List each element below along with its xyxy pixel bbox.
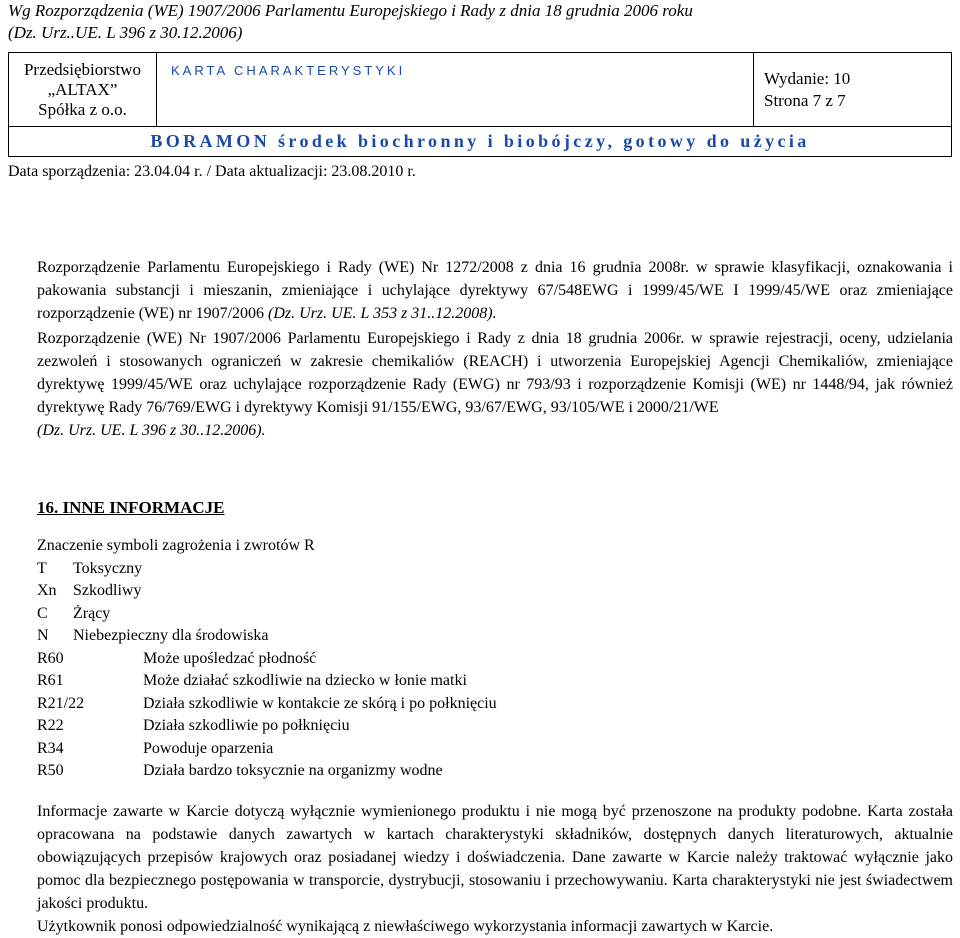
- r-phrase-row: [37, 648, 497, 671]
- r-phrase-code: R50: [37, 762, 64, 779]
- r-phrase-text: Może działać szkodliwie na dziecko w łonie matki: [143, 672, 467, 689]
- disclaimer-paragraph-1: Informacje zawarte w Karcie dotyczą wyłącznie wymienionego produktu i nie mogą być przenoszone na produkty podobne. Karta została opracowana na podstawie danych zawartych w kartach charakterystyki składników, dostępnych danych literaturowych, aktualnie obowiązujących przepisów krajowych oraz posiadanej wiedzy i doświadczenia. Dane zawarte w Karcie należy traktować wyłącznie jako pomoc dla bezpiecznego postępowania w transporcie, dystrybucji, stosowaniu i przechowywaniu. Karta charakterystyki nie jest świadectwem jakości produktu.: [37, 803, 953, 912]
- hazard-legend: [37, 535, 497, 783]
- product-name: BORAMON środek biochronny i biobójczy, gotowy do użycia: [9, 127, 952, 157]
- section-heading: 16. INNE INFORMACJE: [37, 498, 225, 517]
- company-line-3: Spółka z o.o.: [38, 99, 127, 119]
- regulation-text-2: Rozporządzenie (WE) Nr 1907/2006 Parlamentu Europejskiego i Rady z dnia 18 grudnia 2006r. w sprawie rejestracji, oceny, udzielania zezwoleń i stosowanych ograniczeń w zakresie chemikaliów (REACH) i utworzenia Europejskiej Agencji Chemikaliów, zmieniające dyrektywę 1999/45/WE oraz uchylające rozporządzenie Rady (EWG) nr 793/93 i rozporządzenie Komisji (WE) nr 1448/94, jak również dyrektywę Rady 76/769/EWG i dyrektywy Komisji 91/155/EWG, 93/67/EWG, 93/105/WE i 2000/21/WE: [37, 330, 953, 416]
- symbol-code: T: [37, 559, 47, 577]
- r-phrase-text: Działa szkodliwie po połknięciu: [143, 717, 350, 734]
- r-phrase-row: [37, 693, 497, 716]
- regulation-reference-1: (Dz. Urz. UE. L 353 z 31..12.2008).: [268, 305, 497, 322]
- r-phrase-list: [37, 648, 497, 783]
- symbol-text: Niebezpieczny dla środowiska: [73, 627, 269, 644]
- regulation-line-1: Wg Rozporządzenia (WE) 1907/2006 Parlamentu Europejskiego i Rady z dnia 18 grudnia 2006 roku: [8, 1, 693, 20]
- regulation-paragraph-2: [37, 327, 953, 442]
- r-phrase-text: Działa szkodliwie w kontakcie ze skórą i po połknięciu: [143, 694, 497, 712]
- r-phrase-row: [37, 738, 497, 761]
- regulation-reference-2: (Dz. Urz. UE. L 396 z 30..12.2006).: [37, 422, 266, 439]
- regulation-header: [8, 0, 693, 44]
- document-header-table: [8, 52, 952, 157]
- r-phrase-text: Może upośledzać płodność: [143, 649, 317, 667]
- r-phrase-row: [37, 670, 497, 693]
- legend-heading: Znaczenie symboli zagrożenia i zwrotów R: [37, 537, 315, 554]
- card-title: KARTA CHARAKTERYSTYKI: [157, 53, 754, 127]
- symbol-row: [37, 580, 497, 603]
- r-phrase-code: R34: [37, 739, 64, 757]
- disclaimer: [37, 800, 953, 938]
- symbol-code: C: [37, 604, 48, 622]
- symbol-code: N: [37, 627, 49, 644]
- document-dates: Data sporządzenia: 23.04.04 r. / Data aktualizacji: 23.08.2010 r.: [8, 163, 416, 180]
- r-phrase-row: [37, 760, 497, 783]
- symbol-row: [37, 558, 497, 581]
- symbol-row: [37, 625, 497, 648]
- company-line-2: „ALTAX”: [47, 79, 118, 99]
- symbol-text: Żrący: [73, 604, 111, 622]
- page-number: Strona 7 z 7: [764, 90, 846, 110]
- symbol-text: Toksyczny: [73, 559, 143, 577]
- symbol-list: [37, 558, 497, 648]
- r-phrase-row: [37, 715, 497, 738]
- symbol-text: Szkodliwy: [73, 582, 142, 599]
- r-phrase-code: R21/22: [37, 694, 85, 712]
- company-name: [9, 53, 157, 127]
- company-line-1: Przedsiębiorstwo: [23, 59, 142, 79]
- regulation-line-2: (Dz. Urz..UE. L 396 z 30.12.2006): [8, 23, 243, 42]
- r-phrase-code: R61: [37, 672, 64, 689]
- r-phrase-code: R60: [37, 649, 64, 667]
- disclaimer-paragraph-2: Użytkownik ponosi odpowiedzialność wynikającą z niewłaściwego wykorzystania informacji zawartych w Karcie.: [37, 918, 774, 935]
- symbol-row: [37, 603, 497, 626]
- r-phrase-text: Powoduje oparzenia: [143, 739, 274, 757]
- r-phrase-text: Działa bardzo toksycznie na organizmy wodne: [143, 762, 443, 779]
- edition-number: Wydanie: 10: [764, 68, 851, 88]
- r-phrase-code: R22: [37, 717, 64, 734]
- edition-info: [754, 53, 952, 127]
- regulation-text-1: Rozporządzenie Parlamentu Europejskiego i Rady (WE) Nr 1272/2008 z dnia 16 grudnia 2008r. w sprawie klasyfikacji, oznakowania i pakowania substancji i mieszanin, zmieniające i uchylające dyrektywy 67/548EWG i 1999/45/WE I 1999/45/WE oraz zmieniające rozporządzenie (WE) nr 1907/2006: [37, 259, 953, 322]
- regulation-paragraph-1: [37, 256, 953, 325]
- symbol-code: Xn: [37, 582, 57, 599]
